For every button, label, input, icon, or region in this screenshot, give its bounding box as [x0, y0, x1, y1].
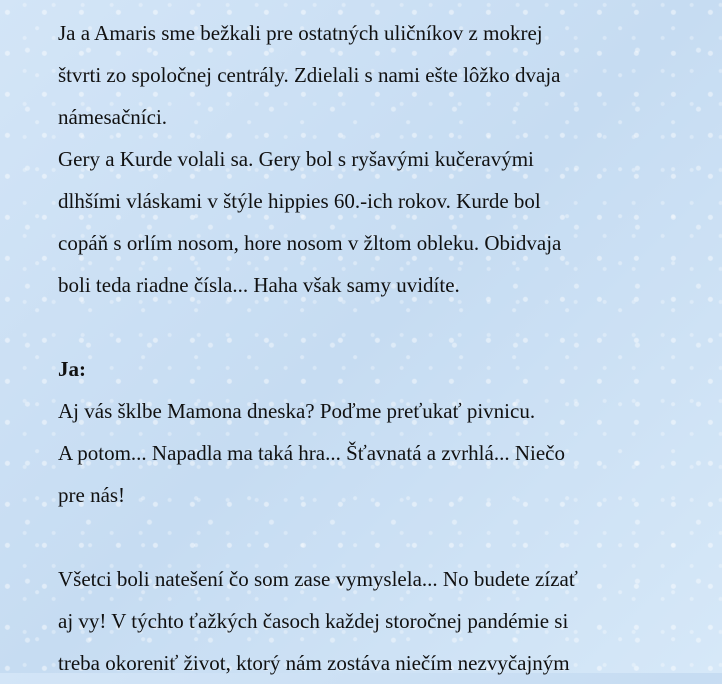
paragraph-characters [58, 138, 708, 306]
text-line: boli teda riadne čísla... Haha však samy uvidíte. [58, 273, 460, 297]
text-line: Všetci boli natešení čo som zase vymyslela... No budete zízať [58, 567, 578, 591]
text-line: treba okoreniť život, ktorý nám zostáva niečím nezvyčajným [58, 651, 570, 675]
paragraph-spacer [58, 306, 708, 348]
speaker-label: Ja: [58, 357, 86, 381]
text-line: námesačníci. [58, 105, 168, 129]
text-line: A potom... Napadla ma taká hra... Šťavnatá a zvrhlá... Niečo [58, 441, 565, 465]
text-line: Aj vás šklbe Mamona dneska? Poďme preťukať pivnicu. [58, 399, 536, 423]
paragraph-spacer [58, 516, 708, 558]
text-line: štvrti zo spoločnej centrály. Zdielali s nami ešte lôžko dvaja [58, 63, 561, 87]
story-text [58, 12, 708, 684]
text-line: aj vy! V týchto ťažkých časoch každej storočnej pandémie si [58, 609, 569, 633]
paragraph-narration [58, 558, 708, 684]
text-line: pre nás! [58, 483, 126, 507]
text-line: dlhšími vláskami v štýle hippies 60.-ich rokov. Kurde bol [58, 189, 541, 213]
text-line: Gery a Kurde volali sa. Gery bol s ryšavými kučeravými [58, 147, 534, 171]
text-line: copáň s orlím nosom, hore nosom v žltom obleku. Obidvaja [58, 231, 562, 255]
paragraph-dialogue [58, 390, 708, 516]
paragraph-intro [58, 12, 708, 138]
text-line: Ja a Amaris sme bežkali pre ostatných uličníkov z mokrej [58, 21, 543, 45]
